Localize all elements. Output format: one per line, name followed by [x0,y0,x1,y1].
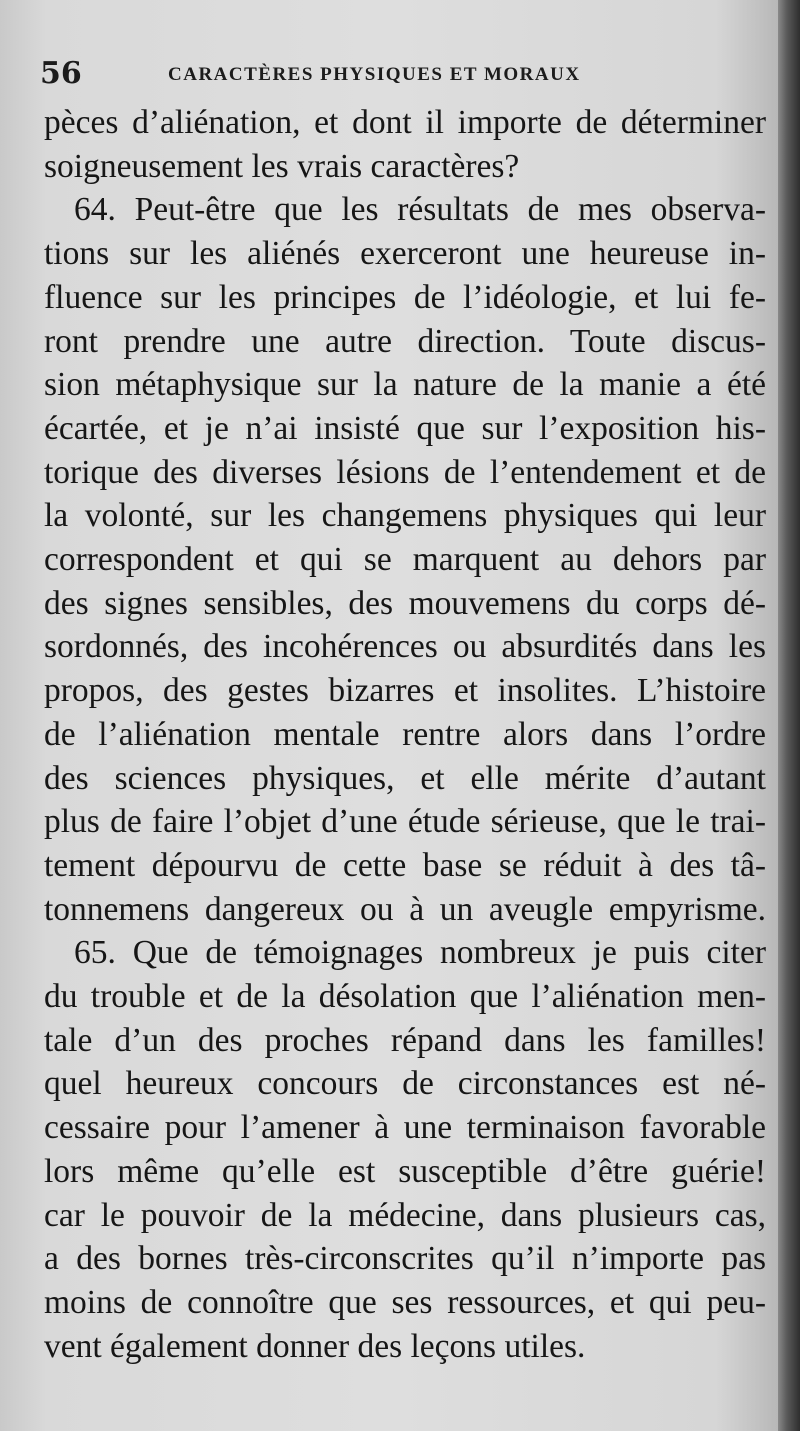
paragraph-65-start: 65. Que de témoignages nombreux je puis citer [74,934,766,972]
text-line: a des bornes très-circonscrites qu’il n’importe pas [44,1240,766,1278]
text-line: pèces d’aliénation, et dont il importe de déterminer [44,104,766,141]
text-line: fluence sur les principes de l’idéologie, et lui fe- [44,278,766,316]
text-line: moins de connoître que ses ressources, et qui peu- [44,1283,766,1321]
text-line: des signes sensibles, des mouvemens du corps dé- [44,584,766,622]
text-line: correspondent et qui se marquent au dehors par [44,541,766,579]
text-line: lors même qu’elle est susceptible d’être guérie! [44,1152,766,1190]
text-line: tions sur les aliénés exerceront une heureuse in- [44,235,766,273]
text-line: sordonnés, des incohérences ou absurdités dans les [44,628,766,666]
page-number: 56 [40,56,82,91]
text-line: cessaire pour l’amener à une terminaison favorable [44,1109,766,1147]
page-edge-shadow [778,0,800,1431]
page-header [40,56,760,96]
text-line: ront prendre une autre direction. Toute discus- [44,322,766,360]
text-line: de l’aliénation mentale rentre alors dans l’ordre [44,715,766,753]
paragraph-64-start: 64. Peut-être que les résultats de mes observa- [74,191,766,229]
text-line: sion métaphysique sur la nature de la manie a été [44,366,766,404]
text-line: du trouble et de la désolation que l’aliénation men- [44,978,766,1016]
text-line: tale d’un des proches répand dans les familles! [44,1021,766,1059]
text-line: soigneusement les vrais caractères? [44,147,520,185]
text-line: torique des diverses lésions de l’entendement et de [44,453,766,491]
text-line: propos, des gestes bizarres et insolites. L’histoire [44,672,766,710]
body-text [44,101,766,1368]
text-line: quel heureux concours de circonstances est né- [44,1065,766,1103]
text-line: la volonté, sur les changemens physiques qui leur [44,497,766,535]
text-line: car le pouvoir de la médecine, dans plusieurs cas, [44,1196,766,1234]
text-line: tement dépourvu de cette base se réduit à des tâ- [44,846,766,884]
text-line: vent également donner des leçons utiles. [44,1327,586,1365]
running-head: CARACTÈRES PHYSIQUES ET MORAUX [168,64,581,85]
text-line: plus de faire l’objet d’une étude sérieuse, que le trai- [44,803,766,841]
text-line: tonnemens dangereux ou à un aveugle empyrisme. [44,890,766,928]
text-line: écartée, et je n’ai insisté que sur l’exposition his- [44,409,766,447]
text-line: des sciences physiques, et elle mérite d’autant [44,759,766,797]
